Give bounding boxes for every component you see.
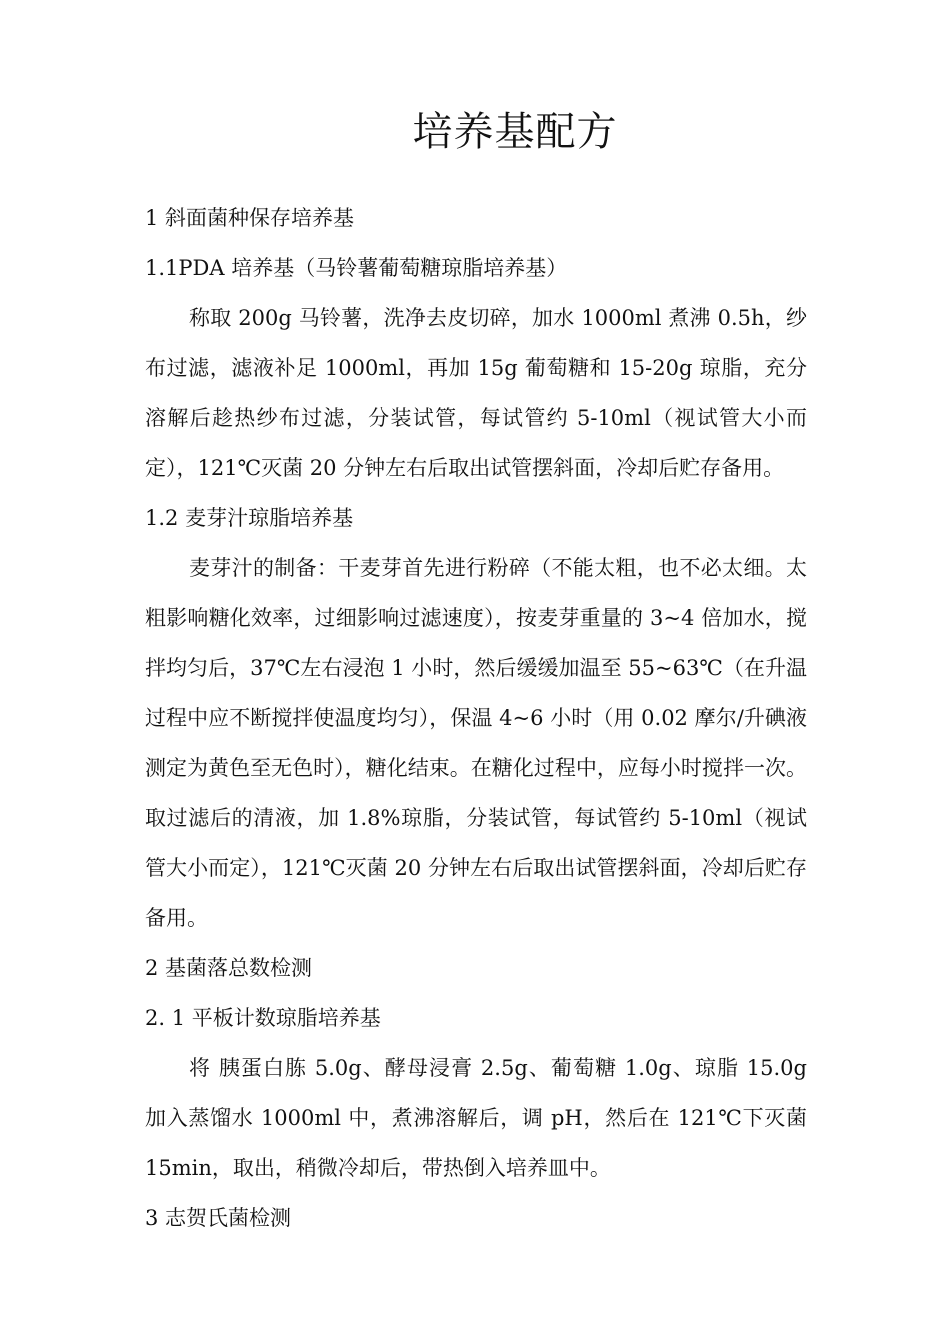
subsection-heading-1-2: 1.2 麦芽汁琼脂培养基 bbox=[145, 506, 354, 530]
section-heading-2: 2 基菌落总数检测 bbox=[145, 956, 313, 980]
subsection-heading-1-1: 1.1PDA 培养基（马铃薯葡萄糖琼脂培养基） bbox=[145, 256, 568, 280]
paragraph-malt-recipe: 麦芽汁的制备：干麦芽首先进行粉碎（不能太粗，也不必太细。太粗影响糖化效率，过细影响过滤速度），按麦芽重量的 3~4 倍加水，搅拌均匀后，37℃左右浸泡 1 小时，然后缓缓加温至 55~63℃（在升温过程中应不断搅拌使温度均匀），保温 4~6 小时（用 0.02 摩尔/升碘液测定为黄色至无色时），糖化结束。在糖化过程中，应每小时搅拌一次。取过滤后的清液，加 1.8%琼脂，分装试管，每试管约 5-10ml（视试管大小而定），121℃灭菌 20 分钟左右后取出试管摆斜面，冷却后贮存备用。 bbox=[145, 556, 807, 930]
document-body bbox=[145, 193, 807, 1243]
subsection-heading-2-1: 2. 1 平板计数琼脂培养基 bbox=[145, 1006, 381, 1030]
paragraph-pda-recipe: 称取 200g 马铃薯，洗净去皮切碎，加水 1000ml 煮沸 0.5h，纱布过滤，滤液补足 1000ml，再加 15g 葡萄糖和 15-20g 琼脂，充分溶解后趁热纱布过滤，分装试管，每试管约 5-10ml（视试管大小而定），121℃灭菌 20 分钟左右后取出试管摆斜面，冷却后贮存备用。 bbox=[145, 306, 807, 480]
section-heading-1: 1 斜面菌种保存培养基 bbox=[145, 206, 355, 230]
paragraph-plate-count-recipe: 将 胰蛋白胨 5.0g、酵母浸膏 2.5g、葡萄糖 1.0g、琼脂 15.0g 加入蒸馏水 1000ml 中，煮沸溶解后，调 pH，然后在 121℃下灭菌 15min，取出，稍微冷却后，带热倒入培养皿中。 bbox=[145, 1056, 807, 1180]
section-heading-3: 3 志贺氏菌检测 bbox=[145, 1206, 292, 1230]
page-title: 培养基配方 bbox=[412, 109, 618, 155]
